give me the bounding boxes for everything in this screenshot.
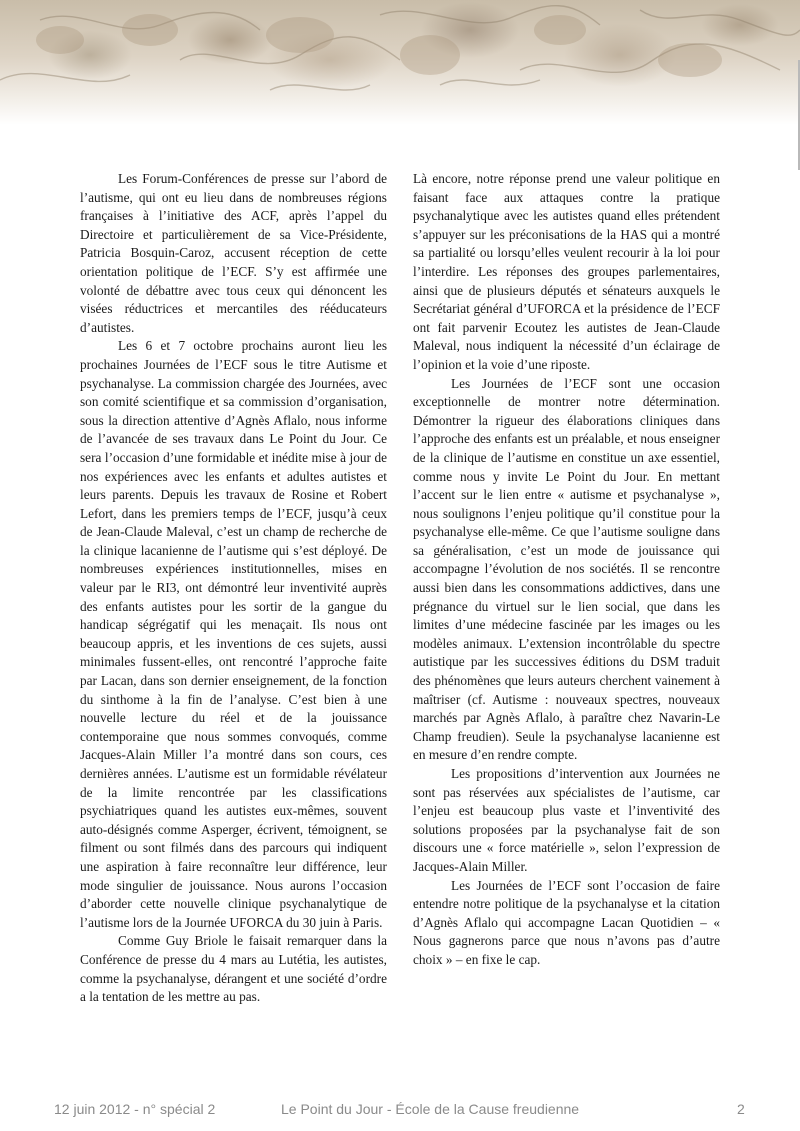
banner-illustration — [0, 0, 800, 125]
page-number: 2 — [737, 1101, 745, 1117]
paragraph: Les 6 et 7 octobre prochains auront lieu les prochaines Journées de l’ECF sous le titre Autisme et psychanalyse. La commission chargée des Journées, avec son comité scientifique et sa commission d’organisation, sous la direction attentive d’Agnès Aflalo, nous informe de l’avancée de ses travaux dans Le Point du Jour. Ce sera l’occasion d’une formidable et inédite mise à jour de nos expériences avec les enfants et adultes autistes et leurs parents. Depuis les travaux de Rosine et Robert Lefort, dans les premiers temps de l’ECF, jusqu’à ceux de Jean-Claude Maleval, c’est un champ de recherche de la clinique lacanienne de l’autisme qui s’est déployé. De nombreuses expériences institutionnelles, mises en valeur par le RI3, ont démontré leur inventivité auprès des enfants autistes pour les sortir de la gangue du handicap ségrégatif qui les menaçait. Ils nous ont beaucoup appris, et les inventions de ces sujets, aussi minimales fussent-elles, ont rencontré l’approche faite par Lacan, dans son dernier enseignement, de la fonction du sinthome à la fin de l’analyse. C’est bien à une nouvelle lecture du réel et de la jouissance contemporaine que nous sommes convoqués, comme Jacques-Alain Miller l’a montré dans son cours, ces dernières années. L’autisme est un formidable révélateur de la limite rencontrée par les classifications psychiatriques quand les autistes eux-mêmes, souvent auto-désignés comme Asperger, écrivent, témoignent, se filment ou sont filmés dans des parcours qui indiquent une aspiration à faire reconnaître leur différence, leur mode singulier de jouissance. Nous aurons l’occasion d’aborder cette nouvelle clinique psychanalytique de l’autisme lors de la Journée UFORCA du 30 juin à Paris. — [80, 338, 387, 930]
paragraph-continued: Là encore, notre réponse prend une valeur politique en faisant face aux attaques contre la pratique psychanalytique avec les autistes quand elles prétendent s’appuyer sur les préconisations de la HAS qui a montré sa partialité ou lorsqu’elles veulent recourir à la loi pour l’interdire. Les réponses des groupes parlementaires, ainsi que de plusieurs députés et sénateurs auxquels le Secrétariat général d’UFORCA et la présidence de l’ECF ont fait parvenir Ecoutez les autistes de Jean-Claude Maleval, nous indiquent la nécessité d’un éclairage de l’opinion et la voie d’une riposte. — [413, 171, 720, 372]
paragraph: Les propositions d’intervention aux Journées ne sont pas réservées aux spécialistes de l’autisme, car l’enjeu est beaucoup plus vaste et l’inventivité des solutions proposées par la psychanalyse fait de son discours une « force matérielle », selon l’expression de Jacques-Alain Miller. — [413, 766, 720, 874]
footer-date-issue: 12 juin 2012 - n° spécial 2 — [54, 1101, 216, 1117]
article-column-left — [80, 170, 387, 1007]
paragraph: Les Journées de l’ECF sont l’occasion de faire entendre notre politique de la psychanalyse et la citation d’Agnès Aflalo qui accompagne Lacan Quotidien – « Nous gagnerons parce que nous n’avons pas d’autre choix » – en fixe le cap. — [413, 877, 720, 967]
paragraph: Les Forum-Conférences de presse sur l’abord de l’autisme, qui ont eu lieu dans de nombreuses régions françaises à l’initiative des ACF, après l’appel du Directoire et particulièrement de sa Vice-Présidente, Patricia Bosquin-Caroz, accusent réception de cette orientation politique de l’ECF. S’y est affirmée une volonté de débattre avec tous ceux qui dénoncent les visées réductrices et mercantiles des rééducateurs d’autistes. — [80, 171, 387, 335]
article-column-right — [413, 170, 720, 970]
footer-publication-title: Le Point du Jour - École de la Cause freudienne — [281, 1101, 580, 1117]
header-banner-artwork — [0, 0, 800, 125]
paragraph: Comme Guy Briole le faisait remarquer dans la Conférence de presse du 4 mars au Lutétia, les autistes, comme la psychanalyse, dérangent et une société d’ordre a la tentation de les mettre au pas. — [80, 933, 387, 1005]
paragraph: Les Journées de l’ECF sont une occasion exceptionnelle de montrer notre détermination. Démontrer la rigueur des élaborations cliniques dans l’approche des enfants est un préalable, et nous enseigner de la clinique de l’autisme en constitue un axe essentiel, comme nous y invite Le Point du Jour. En mettant l’accent sur le lien entre « autisme et psychanalyse », nous soulignons l’enjeu politique qu’il constitue pour la psychanalyse elle-même. Ce que l’autisme souligne dans sa généralisation, c’est un mode de jouissance qui accompagne l’évolution de nos sociétés. Il se rencontre aussi bien dans les consommations addictives, dans une prégnance du virtuel sur le lien social, que dans les limites d’une médecine fascinée par les images ou les modèles animaux. L’extension incontrôlable du spectre autistique par les successives éditions du DSM traduit des phénomènes que leurs auteurs cherchent vainement à maîtriser (cf. Autisme : nouveaux spectres, nouveaux marchés par Agnès Aflalo, à paraître chez Navarin-Le Champ freudien). Seule la psychanalyse lacanienne est en mesure d’en rendre compte. — [413, 375, 720, 763]
page-footer — [0, 1101, 800, 1119]
